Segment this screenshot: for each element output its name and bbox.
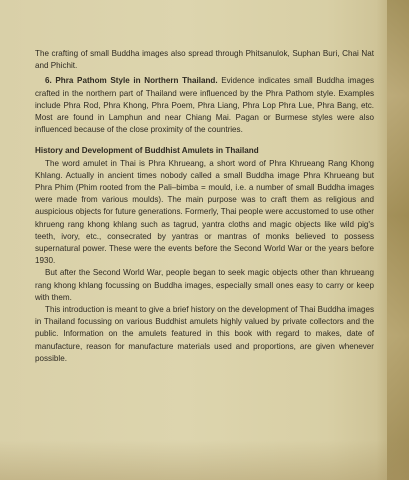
section-title-phra-pathom: 6. Phra Pathom Style in Northern Thailand. bbox=[45, 76, 218, 86]
document-body bbox=[35, 48, 374, 365]
paragraph-phichit: The crafting of small Buddha images also spread through Phitsanulok, Suphan Buri, Chai Nat and Phichit. bbox=[35, 49, 374, 71]
paragraph-phra-pathom-style bbox=[35, 75, 374, 136]
page-edge-stain bbox=[387, 0, 409, 480]
paragraph-introduction: This introduction is meant to give a brief history on the development of Thai Buddha images in Thailand focussing on various Buddhist amulets highly valued by private collectors and the public. Information on the amulets featured in this book with regard to makes, date of manufacture, reason for manufacture materials used and proportions, are given whenever possible. bbox=[35, 305, 374, 363]
paragraph-amulet-word: The word amulet in Thai is Phra Khrueang, a short word of Phra Khrueang Rang Khong Khlang. Actually in ancient times nobody called a small Buddha image Phra Khrueang but Phra Phim (Phim rooted from the Pali–bimba = mould, i.e. a number of small Buddha images were made from various moulds). The main purpose was to craft them as religious and auspicious objects for future generations. Formerly, Thai people were accustomed to use other khrueng rang khong khlang such as tagrud, yantra cloths and magic objects like wild pig's teeth, ivory, etc., consecrated by yantras or mantras of monks believed to possess supernatural power. These were the events before the Second World War or the years before 1930. bbox=[35, 158, 374, 266]
paragraph-after-war: But after the Second World War, people began to seek magic objects other than khrueang rang khong khlang focussing on Buddha images, especially small ones easy to carry or keep with them. bbox=[35, 268, 374, 302]
page-bottom-stain bbox=[0, 440, 409, 480]
section-heading-history: History and Development of Buddhist Amulets in Thailand bbox=[35, 146, 259, 156]
paragraph-phra-pathom-body: Evidence indicates small Buddha images crafted in the northern part of Thailand were influenced by the Phra Pathom style. Examples include Phra Rod, Phra Khong, Phra Poem, Phra Liang, Phra Lop Phra Lue, Phra Bang, etc. Most are found in Lamphun and near Chiang Mai. Pagan or Burmese styles were also influenced because of the close proximity of the countries. bbox=[35, 76, 374, 135]
